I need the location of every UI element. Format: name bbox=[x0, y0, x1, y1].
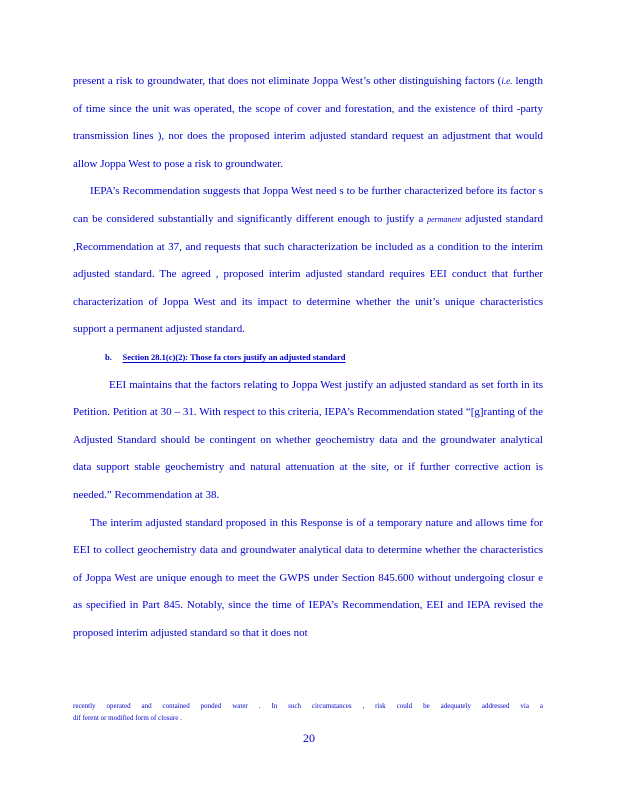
page-number: 20 bbox=[303, 731, 315, 745]
paragraph-eei-maintains bbox=[73, 372, 543, 510]
footnote-line: recently operated and contained ponded water . In such circumstances , risk could be adequately addressed via a bbox=[73, 702, 543, 710]
footnote-line: dif ferent or modified form of closure . bbox=[73, 714, 182, 722]
footnote bbox=[73, 700, 543, 724]
paragraph-text: The interim adjusted standard proposed in this Response is of a temporary nature and allows time for EEI to collect geochemistry data and groundwater analytical data to determine whether the characteristics of Joppa West are unique enough to meet the GWPS under Section 845.600 without undergoing closur e as specified in Part 845. Notably, since the time of IEPA’s Recommendation, EEI and IEPA revised the proposed interim adjusted standard so that it does not bbox=[73, 516, 543, 639]
paragraph-continuation bbox=[73, 68, 543, 178]
permanent-emphasis: permanent bbox=[427, 214, 462, 224]
paragraph-text: adjusted standard ,Recommendation at 37, and requests that such characterization be included as a condition to the interim adjusted standard. The agreed , proposed interim adjusted standard requires EEI conduct that further characterization of Joppa West and its impact to determine whether the unit’s unique characteristics support a permanent adjusted standard. bbox=[73, 212, 543, 336]
section-heading-title: Section 28.1(c)(2): Those fa ctors justify an adjusted standard bbox=[122, 351, 346, 362]
body-text bbox=[73, 68, 543, 647]
paragraph-text: EEI maintains that the factors relating to Joppa West justify an adjusted standard as set forth in its Petition. Petition at 30 – 31. With respect to this criteria, IEPA’s Recommendation stated “[g]ranting of the Adjusted Standard should be contingent on whether geochemistry data and the groundwater analytical data support stable geochemistry and natural attenuation at the site, or if further corrective action is needed.” Recommendation at 38. bbox=[73, 378, 543, 501]
paragraph-text: length of time since the unit was operated, the scope of cover and forestation, and the existence of third -party transmission lines ), nor does the proposed interim adjusted standard request an adjustment that would allow Joppa West to pose a risk to groundwater. bbox=[73, 75, 543, 170]
paragraph-text: present a risk to groundwater, that does not eliminate Joppa West’s other distinguishing factors ( bbox=[73, 75, 502, 87]
ie-abbreviation: i.e. bbox=[501, 76, 513, 86]
paragraph-iepa-recommendation bbox=[73, 178, 543, 344]
paragraph-text: IEPA’s Recommendation suggests that Joppa West need s to be further characterized before its factor s can be considered substantially and significantly different enough to justify a bbox=[73, 185, 543, 225]
paragraph-interim-standard bbox=[73, 510, 543, 648]
section-heading bbox=[73, 344, 543, 372]
section-heading-label: b. bbox=[105, 351, 112, 362]
